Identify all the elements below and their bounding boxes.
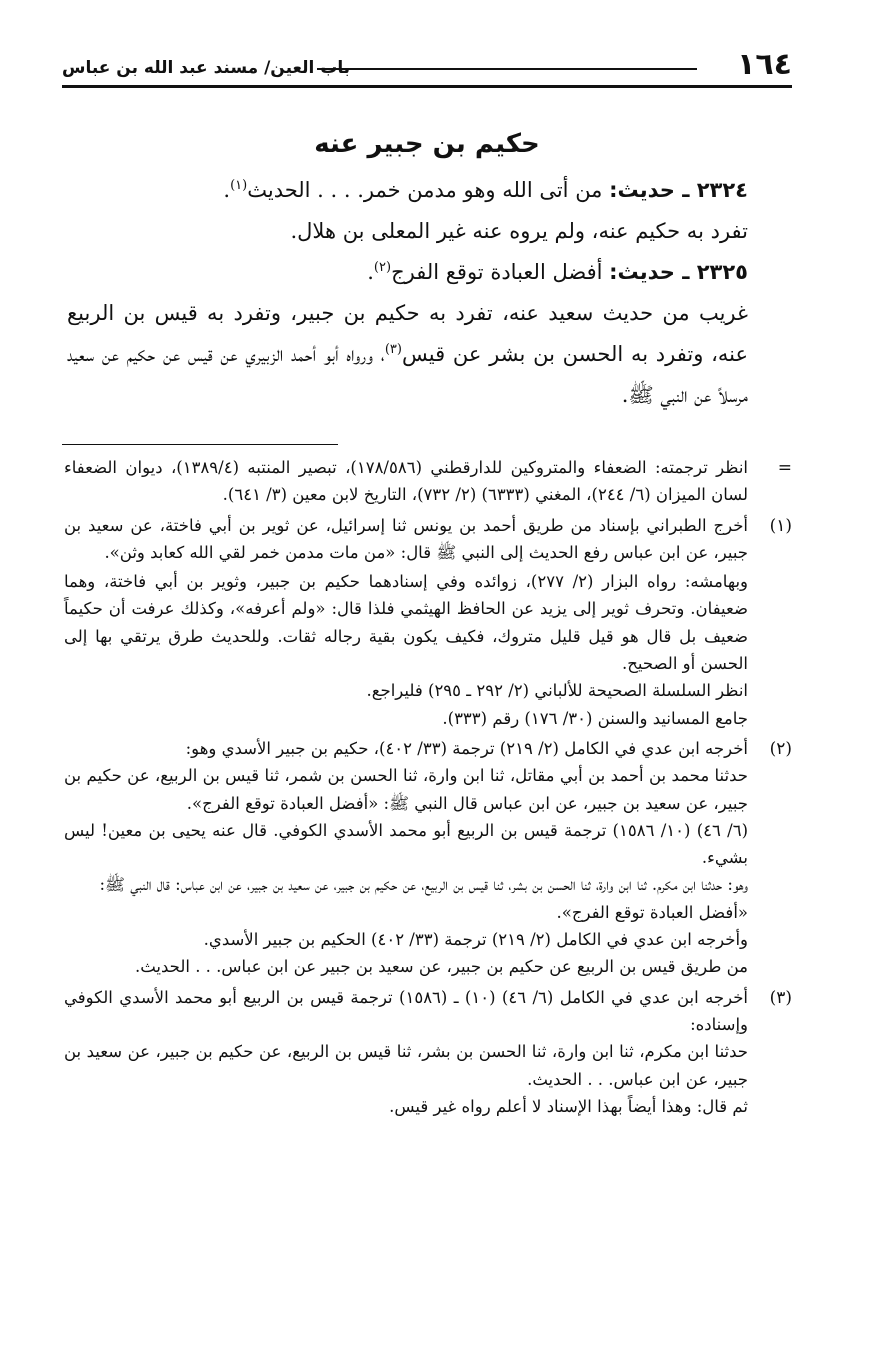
hadith-2325 (67, 252, 792, 293)
hadith-end: . (367, 260, 374, 284)
footnote-text: ثم قال: وهذا أيضاً بهذا الإسناد لا أعلم رواه غير قيس. (389, 1096, 748, 1116)
footnote-ref: (١) (230, 178, 248, 193)
footnote-text: أخرجه ابن عدي في الكامل (٦/ ٤٦) (١٠) ـ (١٥٨٦) ترجمة قيس بن الربيع أبو محمد الأسدي الكوفي وإسناده: (64, 987, 749, 1034)
commentary-paragraph: تفرد به حكيم عنه، ولم يروه عنه غير المعلى بن هلال. (290, 219, 748, 243)
commentary-text: ، ورواه أبو أحمد الزبيري عن قيس عن حكيم عن سعيد مرسلاً عن النبي ﷺ. (67, 342, 748, 407)
footnote-text: أخرج الطبراني بإسناد من طريق أحمد بن يونس ثنا إسرائيل، عن ثوير بن أبي فاختة، عن سعيد بن جبير، عن ابن عباس رفع الحديث إلى النبي ﷺ قال: «من مات مدمن خمر لقي الله كعابد وثن». (64, 515, 748, 562)
commentary-paragraph (67, 293, 792, 416)
footnote-text: انظر السلسلة الصحيحة للألباني (٢/ ٢٩٢ ـ ٢٩٥) فليراجع. (366, 681, 748, 701)
footnote-mark: (٣) (769, 987, 792, 1008)
commentary-text: غريب من حديث سعيد عنه، تفرد به حكيم بن جبير، وتفرد به قيس بن الربيع عنه، وتفرد به الحسن بن بشر عن قيس (67, 301, 749, 366)
footnote-mark: = (777, 458, 792, 478)
hadith-text: من أتى الله وهو مدمن خمر. . . . الحديث (247, 178, 603, 202)
footnote-continued (64, 454, 792, 509)
footnote-ref: (٢) (373, 260, 392, 275)
header-rule (317, 68, 697, 70)
hadith-number: ٢٣٢٤ ـ حديث: (609, 178, 748, 202)
footnote-mark: (١) (769, 515, 792, 536)
running-title: باب العين/ مسند عبد الله بن عباس (62, 58, 351, 78)
footnote-separator (62, 444, 338, 445)
footnote-3 (64, 984, 792, 1120)
footnote-text: حدثنا ابن مكرم، ثنا ابن وارة، ثنا الحسن بن بشر، ثنا قيس بن الربيع، عن حكيم بن جبير، عن سعيد بن جبير، عن ابن عباس. . . الحديث. (64, 1042, 748, 1089)
hadith-number: ٢٣٢٥ ـ حديث: (609, 260, 748, 284)
hadith-end: . (223, 178, 231, 202)
page-number: ١٦٤ (737, 47, 792, 82)
footnote-ref: (٣) (384, 342, 402, 357)
footnote-2 (64, 735, 792, 981)
section-title: حكيم بن جبير عنه (314, 129, 540, 159)
footnote-text: وأخرجه ابن عدي في الكامل (٢/ ٢١٩) ترجمة (٣٣/ ٤٠٢) الحكيم بن جبير الأسدي. (203, 930, 748, 950)
footnote-text: وهو: حدثنا ابن مكرم. ثنا ابن وارة، ثنا الحسن بن بشر، ثنا قيس بن الربيع، عن حكيم بن جبير، عن سعيد بن جبير، عن ابن عباس: قال النبي ﷺ: (99, 875, 748, 895)
footnote-text: (٦/ ٤٦) (١٠/ ١٥٨٦) ترجمة قيس بن الربيع أبو محمد الأسدي الكوفي. قال عنه يحيى بن معين! ليس بشيء. (64, 820, 748, 868)
hadith-text: أفضل العبادة توقع الفرج (391, 260, 603, 284)
footnote-text: أخرجه ابن عدي في الكامل (٢/ ٢١٩) ترجمة (٣٣/ ٤٠٢)، حكيم بن جبير الأسدي وهو: (185, 738, 748, 758)
footnote-text: «أفضل العبادة توقع الفرج». (556, 902, 748, 922)
footnote-1 (64, 512, 792, 732)
main-text (67, 170, 792, 416)
hadith-2324 (67, 170, 792, 211)
footnotes (64, 454, 792, 1123)
footnote-text: من طريق قيس بن الربيع عن حكيم بن جبير، عن سعيد بن جبير عن ابن عباس. . . الحديث. (134, 957, 748, 977)
footnote-text: جامع المسانيد والسنن (٣٠/ ١٧٦) رقم (٣٣٣). (442, 708, 748, 728)
footnote-mark: (٢) (769, 738, 792, 759)
footnote-text: انظر ترجمته: الضعفاء والمتروكين للدارقطني (١٧٨/٥٨٦)، تبصير المنتبه (١٣٨٩/٤)، ديوان الضعفاء لسان الميزان (٦/ ٢٤٤)، المغني (٦٣٣٣) (٢/ ٧٣٢)، التاريخ لابن معين (٣/ ٦٤١). (64, 458, 748, 505)
running-header (62, 48, 792, 88)
footnote-text: حدثنا محمد بن أحمد بن أبي مقاتل، ثنا ابن وارة، ثنا الحسن بن شمر، ثنا قيس بن الربيع، عن حكيم بن جبير، عن سعيد بن جبير، عن ابن عباس قال النبي ﷺ: «أفضل العبادة توقع الفرج». (64, 766, 748, 813)
footnote-text: وبهامشه: رواه البزار (٢/ ٢٧٧)، زوائده وفي إسنادهما حكيم بن جبير، وثوير بن أبي فاختة، وهما ضعيفان. وتحرف ثوير إلى يزيد عن الحافظ الهيثمي فلذا قال: «ولم أعرفه»، وكذلك عرفت أن حكيماً ضعيف بل قال هو قيل قليل متروك، فكيف يكون بقية رجاله ثقات. وللحديث طرق يرتقي بها إلى الحسن أو الصحيح. (64, 572, 749, 674)
